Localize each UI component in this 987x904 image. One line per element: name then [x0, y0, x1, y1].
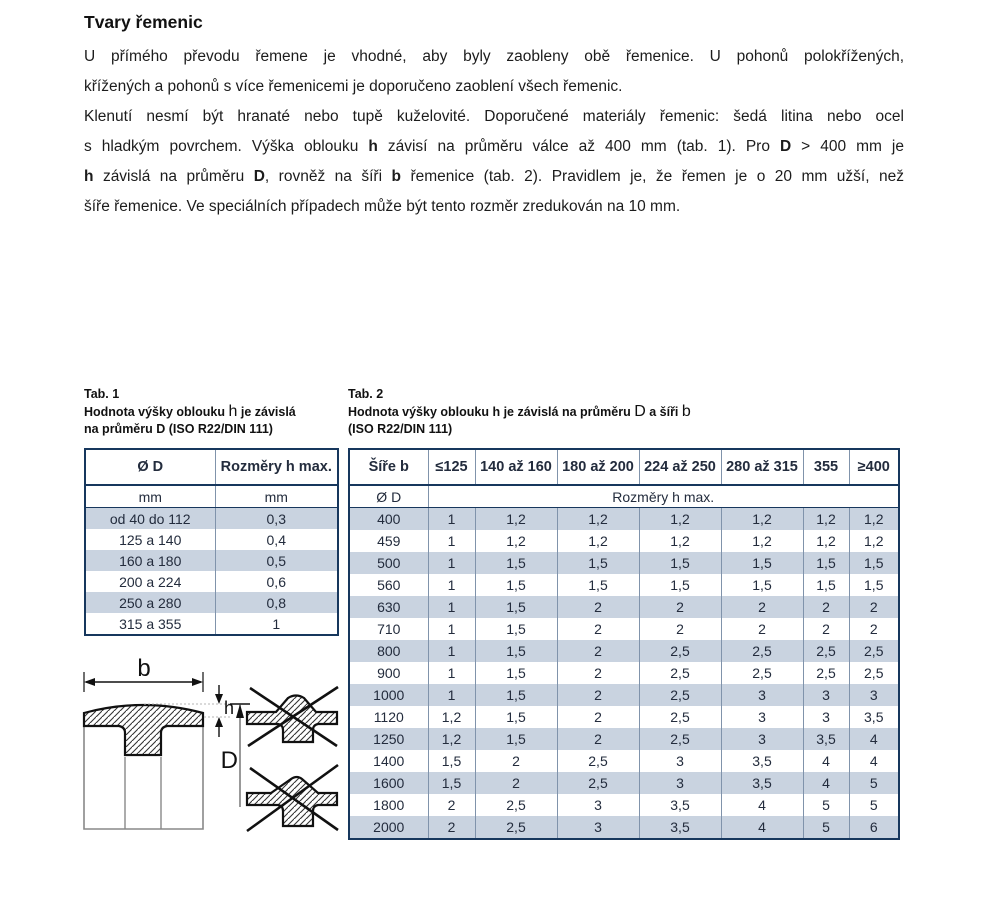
data-cell: 1,5 [475, 728, 557, 750]
data-cell: 2 [428, 794, 475, 816]
data-cell: 3 [639, 772, 721, 794]
table-h-by-diameter [84, 448, 339, 636]
data-cell: 3 [721, 728, 803, 750]
data-cell: 2 [475, 750, 557, 772]
row-label: od 40 do 112 [109, 510, 191, 527]
data-cell: 1 [428, 684, 475, 706]
data-cell: 1,5 [803, 552, 849, 574]
data-cell: 2 [639, 596, 721, 618]
row-label: 125 a 140 [119, 531, 182, 548]
data-cell: 1,5 [475, 662, 557, 684]
data-cell: 3 [557, 794, 639, 816]
data-cell: 2 [803, 618, 849, 640]
wrong-profile-angular [247, 687, 338, 746]
data-cell: 6 [849, 816, 899, 839]
data-cell: 4 [803, 750, 849, 772]
data-cell: 2,5 [639, 640, 721, 662]
data-cell: 0,3 [215, 508, 338, 530]
table-h-by-diameter-and-width [348, 448, 900, 840]
data-cell: 1 [428, 640, 475, 662]
data-cell: 2,5 [475, 816, 557, 839]
data-cell: 1,5 [639, 574, 721, 596]
pulley-profile-diagram [78, 645, 344, 860]
data-cell: 2,5 [849, 662, 899, 684]
data-cell: 1,5 [721, 574, 803, 596]
text-segment: Hodnota výšky oblouku [84, 404, 229, 419]
data-cell: 2,5 [803, 640, 849, 662]
row-label: 1800 [373, 797, 405, 813]
data-cell: 2 [475, 772, 557, 794]
data-cell: 2 [803, 596, 849, 618]
table-row [349, 530, 899, 552]
table-row [349, 816, 899, 839]
table2-caption-line [348, 404, 908, 422]
data-cell: 5 [849, 772, 899, 794]
row-label: 160 a 180 [119, 552, 182, 569]
body-line [84, 192, 904, 222]
data-cell: 2 [557, 706, 639, 728]
data-cell: 1,5 [721, 552, 803, 574]
table-row [85, 550, 338, 571]
width-label: b [137, 655, 151, 682]
text-segment: , rovněž na šíři [264, 168, 392, 185]
data-cell: 1,2 [428, 728, 475, 750]
data-cell: 5 [803, 794, 849, 816]
table-row [349, 574, 899, 596]
row-label: 1600 [373, 775, 405, 791]
data-cell: 2 [428, 816, 475, 839]
data-cell: 4 [803, 772, 849, 794]
row-label: 400 [377, 511, 401, 527]
header-row [85, 449, 338, 485]
text-segment: D [634, 402, 646, 420]
data-cell: 1,2 [557, 530, 639, 552]
data-cell: 1,2 [639, 530, 721, 552]
text-segment: závislá na průměru [93, 168, 254, 185]
data-cell: 2 [557, 618, 639, 640]
header-cell: Rozměry h max. [215, 449, 338, 485]
data-cell: 1,5 [849, 574, 899, 596]
text-segment: křížených a pohonů s více řemenicemi je doporučeno zaoblení všech řemenic. [84, 78, 623, 95]
header-row [349, 449, 899, 485]
text-segment: řemenice (tab. 2). Pravidlem je, že řemen je o 20 mm užší, než [400, 168, 904, 185]
text-segment: Klenutí nesmí být hranaté nebo tupě kuželovité. Doporučené materiály řemenic: šedá litina nebo ocel [84, 108, 904, 125]
header-cell: Šíře b [349, 449, 428, 485]
data-cell: 1,5 [475, 552, 557, 574]
body-line [84, 72, 904, 102]
data-cell: 5 [803, 816, 849, 839]
table-row [85, 508, 338, 530]
header-cell: 355 [803, 449, 849, 485]
data-cell: 2 [557, 596, 639, 618]
text-segment: (ISO R22/DIN 111) [348, 422, 453, 436]
data-cell: 0,5 [215, 550, 338, 571]
data-cell: 3,5 [639, 794, 721, 816]
text-segment: Hodnota výšky oblouku h je závislá na průměru [348, 404, 635, 419]
data-cell: 3 [803, 706, 849, 728]
table-row [85, 613, 338, 635]
row-label: 2000 [373, 819, 405, 835]
row-label: 1400 [373, 753, 405, 769]
row-label: 900 [377, 665, 401, 681]
data-cell: 1,5 [475, 596, 557, 618]
data-cell: 4 [721, 794, 803, 816]
table-row [349, 640, 899, 662]
data-cell: 2,5 [639, 706, 721, 728]
data-cell: 2,5 [849, 640, 899, 662]
row-label: 315 a 355 [119, 615, 182, 632]
data-cell: 1,5 [428, 772, 475, 794]
data-cell: 2,5 [557, 750, 639, 772]
row-label: 710 [377, 621, 401, 637]
table-row [349, 684, 899, 706]
table-row [349, 706, 899, 728]
data-cell: 2,5 [475, 794, 557, 816]
header-cell: 140 až 160 [475, 449, 557, 485]
text-segment: s hladkým povrchem. Výška oblouku [84, 138, 369, 155]
data-cell: 2 [721, 596, 803, 618]
data-cell: 1 [428, 662, 475, 684]
row-label: 800 [377, 643, 401, 659]
data-cell: 1,2 [475, 530, 557, 552]
subheader-row [349, 485, 899, 508]
header-cell: 224 až 250 [639, 449, 721, 485]
data-cell: 0,8 [215, 592, 338, 613]
table-row [349, 552, 899, 574]
unit-row [85, 485, 338, 508]
data-cell: 3 [557, 816, 639, 839]
text-segment: h [368, 138, 378, 155]
data-cell: 3 [721, 706, 803, 728]
text-segment: D [253, 168, 265, 185]
data-cell: 1 [428, 508, 475, 531]
data-cell: 1,5 [803, 574, 849, 596]
data-cell: 2,5 [639, 728, 721, 750]
data-cell: 1,2 [475, 508, 557, 531]
data-cell: 1,5 [475, 618, 557, 640]
data-cell: 1,5 [428, 750, 475, 772]
text-segment: na průměru D (ISO R22/DIN 111) [84, 422, 273, 436]
data-cell: 2 [639, 618, 721, 640]
table2-caption-line [348, 421, 908, 439]
table-row [349, 794, 899, 816]
table-row [85, 571, 338, 592]
data-cell: 0,6 [215, 571, 338, 592]
data-cell: 5 [849, 794, 899, 816]
data-cell: 2 [557, 640, 639, 662]
wrong-profile-conical [247, 765, 338, 831]
pulley-crowned-rim [84, 705, 203, 755]
data-cell: 2,5 [557, 772, 639, 794]
text-segment: šíře řemenice. Ve speciálních případech může být tento rozměr zredukován na 10 mm. [84, 198, 681, 215]
data-cell: 3,5 [849, 706, 899, 728]
header-cell: ≥400 [849, 449, 899, 485]
data-cell: 2,5 [721, 662, 803, 684]
body-line [84, 102, 904, 132]
data-cell: 1,2 [557, 508, 639, 531]
body-line [84, 162, 904, 192]
data-cell: 1 [215, 613, 338, 635]
data-cell: 1,5 [557, 574, 639, 596]
data-cell: 0,4 [215, 529, 338, 550]
text-segment: b [391, 168, 401, 185]
diameter-label: D [220, 747, 238, 774]
body-line [84, 42, 904, 72]
table1-caption-line [84, 404, 344, 422]
data-cell: 3,5 [803, 728, 849, 750]
text-segment: b [681, 402, 691, 420]
header-cell: Ø D [85, 449, 215, 485]
data-cell: 1,5 [849, 552, 899, 574]
table1-caption-label: Tab. 1 [84, 387, 120, 401]
data-cell: 1,2 [803, 530, 849, 552]
data-cell: 4 [721, 816, 803, 839]
data-cell: 3 [721, 684, 803, 706]
row-label: 560 [377, 577, 401, 593]
body-line [84, 132, 904, 162]
data-cell: 1,5 [475, 574, 557, 596]
data-cell: 3 [639, 750, 721, 772]
crown-height-label: h [224, 698, 235, 718]
data-cell: 2,5 [639, 662, 721, 684]
table-row [349, 662, 899, 684]
data-cell: 4 [849, 750, 899, 772]
data-cell: 2,5 [721, 640, 803, 662]
text-segment: je závislá [237, 404, 296, 419]
data-cell: 1 [428, 596, 475, 618]
data-cell: 1,2 [721, 508, 803, 531]
data-cell: 1,5 [639, 552, 721, 574]
row-label: 630 [377, 599, 401, 615]
subheader-cell: Ø D [349, 485, 428, 508]
data-cell: 2 [849, 618, 899, 640]
unit-cell: mm [85, 485, 215, 508]
text-segment: D [779, 138, 792, 155]
table-row [349, 772, 899, 794]
data-cell: 1,2 [639, 508, 721, 531]
text-segment: závisí na průměru válce až 400 mm (tab. 1). Pro [377, 138, 780, 155]
data-cell: 1,2 [803, 508, 849, 531]
table-row [349, 596, 899, 618]
intro-paragraphs [84, 42, 904, 222]
data-cell: 1 [428, 530, 475, 552]
table2-caption-label: Tab. 2 [348, 387, 384, 401]
table1-caption-line [84, 421, 344, 439]
data-cell: 2,5 [639, 684, 721, 706]
data-cell: 2,5 [803, 662, 849, 684]
text-segment: a šíři [645, 404, 682, 419]
data-cell: 1,5 [475, 706, 557, 728]
data-cell: 2 [557, 684, 639, 706]
table-row [349, 508, 899, 531]
row-label: 1120 [373, 709, 404, 725]
data-cell: 1 [428, 574, 475, 596]
data-cell: 3,5 [721, 750, 803, 772]
data-cell: 3 [803, 684, 849, 706]
header-cell: 280 až 315 [721, 449, 803, 485]
data-cell: 4 [849, 728, 899, 750]
text-segment: h [84, 168, 94, 185]
data-cell: 3 [849, 684, 899, 706]
data-cell: 2 [721, 618, 803, 640]
data-cell: 2 [557, 662, 639, 684]
data-cell: 2 [849, 596, 899, 618]
unit-cell: mm [215, 485, 338, 508]
data-cell: 1,2 [428, 706, 475, 728]
data-cell: 1,5 [475, 640, 557, 662]
data-cell: 3,5 [639, 816, 721, 839]
text-segment: > 400 mm je [791, 138, 904, 155]
data-cell: 1,5 [475, 684, 557, 706]
table-row [349, 750, 899, 772]
data-cell: 1,2 [849, 508, 899, 531]
text-segment: h [228, 402, 238, 420]
data-cell: 3,5 [721, 772, 803, 794]
page-title: Tvary řemenic [84, 12, 203, 32]
row-label: 1000 [373, 687, 405, 703]
header-cell: 180 až 200 [557, 449, 639, 485]
data-cell: 1,5 [557, 552, 639, 574]
row-label: 500 [377, 555, 401, 571]
table2-caption [348, 386, 908, 439]
row-label: 1250 [373, 731, 405, 747]
row-label: 250 a 280 [119, 594, 182, 611]
table-row [349, 728, 899, 750]
data-cell: 1,2 [721, 530, 803, 552]
subheader-span-cell: Rozměry h max. [428, 485, 899, 508]
row-label: 200 a 224 [119, 573, 182, 590]
data-cell: 1,2 [849, 530, 899, 552]
data-cell: 2 [557, 728, 639, 750]
text-segment: U přímého převodu řemene je vhodné, aby byly zaobleny obě řemenice. U pohonů polokřížených, [84, 48, 904, 65]
table-row [349, 618, 899, 640]
header-cell: ≤125 [428, 449, 475, 485]
table-row [85, 529, 338, 550]
row-label: 459 [377, 533, 401, 549]
data-cell: 1 [428, 618, 475, 640]
table1-caption [84, 386, 344, 439]
table-row [85, 592, 338, 613]
data-cell: 1 [428, 552, 475, 574]
